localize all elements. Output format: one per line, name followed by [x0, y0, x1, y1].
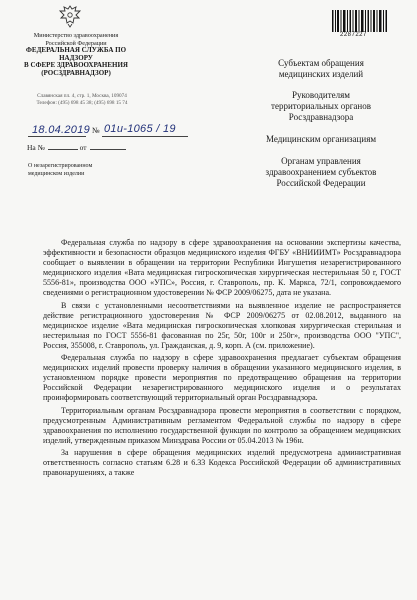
eagle-emblem-icon: [57, 3, 83, 29]
reference-row: [27, 143, 126, 152]
recipient-2-line2: территориальных органов: [271, 100, 371, 111]
ot-underline: [90, 149, 126, 150]
recipient-block-4: [246, 156, 396, 188]
recipient-2-line1: Руководителям: [292, 90, 350, 100]
registration-number: 01и-1065 / 19: [104, 123, 176, 135]
sender-header: [16, 32, 136, 78]
recipient-4-line3: Российской Федерации: [276, 177, 366, 188]
recipient-block-3: [246, 134, 396, 145]
body-paragraph-4: Территориальным органам Росздравнадзора провести мероприятия в соответствии с порядком, предусмотренным Административным регламентом Федеральной службы по надзору в сфере здравоохранения по исполнению государственной функции по контролю за обращением медицинских изделий, утвержденным приказом Минздрава России от 05.04.2013 № 196н.: [43, 405, 401, 445]
letter-body: [43, 238, 401, 480]
service-line2: В СФЕРЕ ЗДРАВООХРАНЕНИЯ: [24, 61, 128, 70]
address-line1: Славянская пл. 4, стр. 1, Москва, 109074: [37, 93, 127, 99]
letter-subject: [28, 163, 92, 178]
address-line2: Телефон: (495) 698 45 38; (495) 698 15 74: [36, 99, 128, 106]
ot-label: от: [79, 143, 87, 152]
body-paragraph-3: Федеральная служба по надзору в сфере здравоохранения предлагает субъектам обращения медицинских изделий провести проверку наличия в обращении указанного медицинского изделия, в установленном порядке провести мероприятия по предотвращению обращения на территории Российской Федерации незарегистрированного медицинского изделия и о результатах проинформировать соответствующий территориальный орган Росздравнадзора.: [43, 353, 401, 403]
body-paragraph-2: В связи с установленными несоответствиями на выявленное изделие не распространяется действие регистрационного удостоверения № ФСР 2009/06275 от 02.08.2012, выданного на медицинское изделие «Вата медицинская гигроскопическая хлопковая хирургическая стерильная и нестерильная по ГОСТ 5556-81 фасованная по 25г, 50г, 100г и 250г», производства ООО "УПС", Россия, 355008, г. Ставрополь, ул. Гражданская, д. 9, корп. А (см. приложение).: [43, 300, 401, 350]
registration-number-label: №: [92, 126, 100, 135]
ministry-line2: Российской Федерации: [45, 39, 107, 47]
recipient-2-line3: Росздравнадзора: [288, 111, 354, 122]
recipient-4-line2: здравоохранением субъектов: [265, 166, 377, 177]
sender-address: [27, 93, 137, 106]
service-line1: ФЕДЕРАЛЬНАЯ СЛУЖБА ПО НАДЗОРУ: [25, 46, 127, 62]
recipient-1-line2: медицинских изделий: [278, 68, 364, 79]
barcode-icon: [332, 10, 388, 32]
barcode-number: 2287227: [340, 32, 367, 38]
recipient-3-line1: Медицинским организациям: [265, 134, 377, 144]
body-paragraph-1: Федеральная служба по надзору в сфере здравоохранения на основании экспертизы качества, эффективности и безопасности образцов медицинского изделия ФГБУ «ВНИИИМТ» Росздравнадзора сообщает о выявлении в обращении на территории Республики Ингушетия незарегистрированного медицинского изделия «Вата медицинская гигроскопическая хирургическая нестерильная 50 г, ГОСТ 5556-81», производства ООО «УПС», Россия, г. Ставрополь, пр. К. Маркса, 72/1, сопровождаемого сведениями о регистрационном удостоверении № ФСР 2009/06275, дата не указана.: [43, 238, 401, 298]
recipient-1-line1: Субъектам обращения: [278, 58, 364, 68]
service-line3: (РОСЗДРАВНАДЗОР): [41, 68, 111, 77]
recipient-block-2: [246, 90, 396, 122]
number-underline: [102, 136, 188, 137]
subject-line1: О незарегистрированном: [28, 163, 93, 169]
subject-line2: медицинском изделии: [28, 170, 85, 177]
body-paragraph-5: За нарушения в сфере обращения медицинских изделий предусмотрена административная ответственность согласно статьям 6.28 и 6.33 Кодекса Российской Федерации об административных правонарушениях, а также: [43, 447, 401, 478]
na-underline: [48, 149, 78, 150]
ministry-line1: Министерство здравоохранения: [33, 32, 119, 39]
date-underline: [28, 136, 86, 137]
recipient-block-1: [246, 58, 396, 80]
na-label: На №: [27, 143, 45, 152]
registration-date: 18.04.2019: [32, 124, 91, 136]
recipient-4-line1: Органам управления: [281, 156, 361, 166]
